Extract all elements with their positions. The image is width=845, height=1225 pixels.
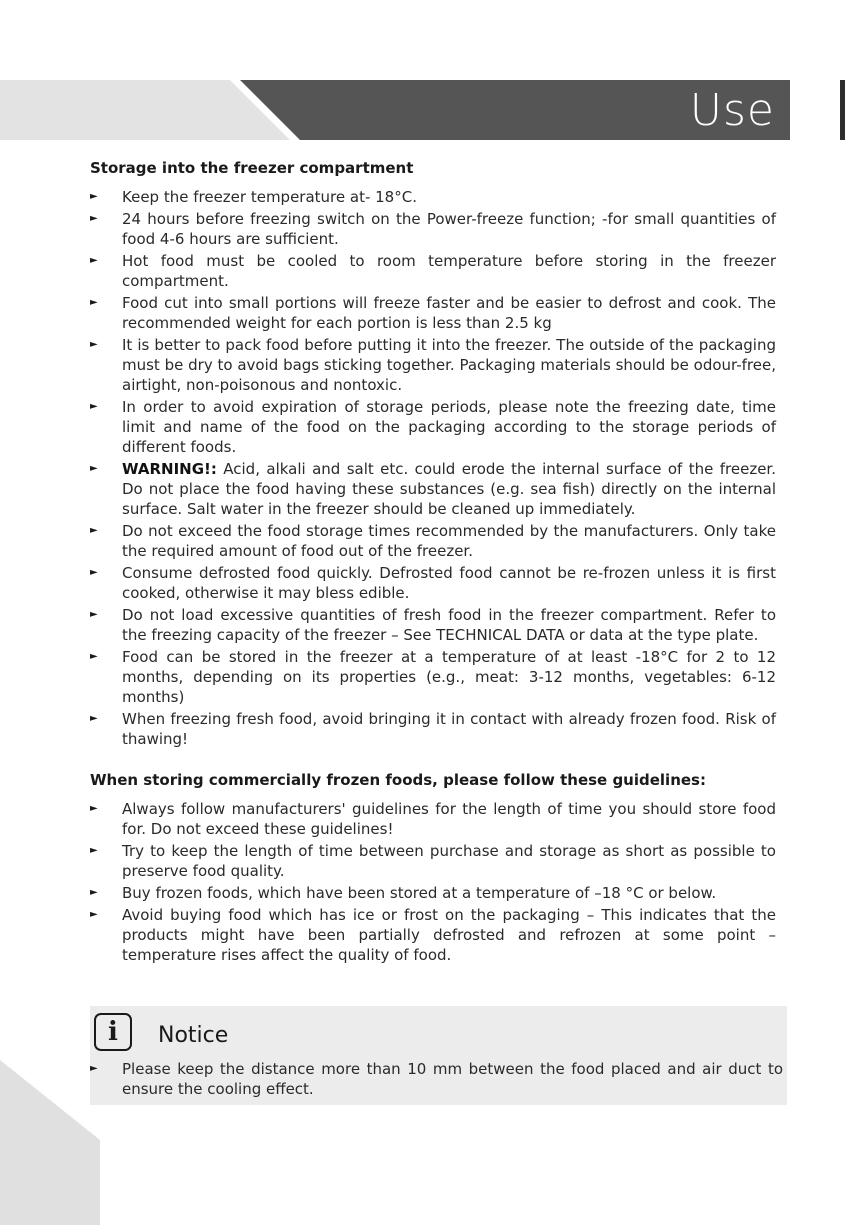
list-item-text: 24 hours before freezing switch on the Power-freeze function; -for small quantities of food 4-6 hours are sufficient. — [122, 210, 776, 248]
list-item-text: Keep the freezer temperature at- 18°C. — [122, 188, 417, 206]
list-item-text: Food cut into small portions will freeze faster and be easier to defrost and cook. The recommended weight for each portion is less than 2.5 kg — [122, 294, 776, 332]
commercial-frozen-list — [90, 799, 776, 965]
list-item-text: Buy frozen foods, which have been stored at a temperature of –18 °C or below. — [122, 884, 717, 902]
list-item — [90, 841, 776, 881]
list-item — [90, 209, 776, 249]
page-title: Use — [689, 85, 775, 136]
bullet-arrow-icon: ► — [90, 609, 98, 620]
bullet-arrow-icon: ► — [90, 887, 98, 898]
bullet-arrow-icon: ► — [90, 191, 98, 202]
list-item-text: Try to keep the length of time between purchase and storage as short as possible to preserve food quality. — [122, 842, 776, 880]
section-title-freezer-storage: Storage into the freezer compartment — [90, 159, 414, 177]
list-item — [90, 709, 776, 749]
list-item — [90, 187, 776, 207]
bullet-arrow-icon: ► — [90, 909, 98, 920]
list-item-text: In order to avoid expiration of storage periods, please note the freezing date, time limit and name of the food on the packaging according to the storage periods of different foods. — [122, 398, 776, 456]
list-item-text: Acid, alkali and salt etc. could erode the internal surface of the freezer. Do not place the food having these substances (e.g. sea fish) directly on the internal surface. Salt water in the freezer should be cleaned up immediately. — [122, 460, 776, 518]
list-item — [90, 335, 776, 395]
list-item-text: Do not load excessive quantities of fresh food in the freezer compartment. Refer to the freezing capacity of the freezer – See TECHNICAL DATA or data at the type plate. — [122, 606, 776, 644]
list-item — [90, 647, 776, 707]
bullet-arrow-icon: ► — [90, 713, 98, 724]
notice-box — [90, 1006, 787, 1105]
list-item-text: Always follow manufacturers' guidelines for the length of time you should store food for. Do not exceed these guidelines! — [122, 800, 776, 838]
info-icon: i — [94, 1013, 132, 1051]
list-item-text: It is better to pack food before putting it into the freezer. The outside of the packaging must be dry to avoid bags sticking together. Packaging materials should be odour-free, airtight, non-poisonous and nontoxic. — [122, 336, 776, 394]
list-item — [90, 293, 776, 333]
bullet-arrow-icon: ► — [90, 803, 98, 814]
list-item — [90, 251, 776, 291]
bullet-arrow-icon: ► — [90, 297, 98, 308]
freezer-storage-list — [90, 187, 776, 749]
list-item-text: Avoid buying food which has ice or frost on the packaging – This indicates that the products might have been partially defrosted and refrozen at some point – temperature rises affect the quality of food. — [122, 906, 776, 964]
bullet-arrow-icon: ► — [90, 1063, 98, 1074]
notice-list — [90, 1059, 787, 1101]
list-item-text: Hot food must be cooled to room temperature before storing in the freezer compartment. — [122, 252, 776, 290]
list-item — [90, 883, 776, 903]
list-item-text: Do not exceed the food storage times recommended by the manufacturers. Only take the required amount of food out of the freezer. — [122, 522, 776, 560]
corner-decoration — [0, 1060, 100, 1225]
list-item — [90, 563, 776, 603]
bullet-arrow-icon: ► — [90, 525, 98, 536]
list-item — [90, 521, 776, 561]
list-item-text: Food can be stored in the freezer at a temperature of at least -18°C for 2 to 12 months, depending on its properties (e.g., meat: 3-12 months, vegetables: 6-12 months) — [122, 648, 776, 706]
bullet-arrow-icon: ► — [90, 401, 98, 412]
bullet-arrow-icon: ► — [90, 463, 98, 474]
list-item — [90, 1059, 787, 1099]
notice-title: Notice — [158, 1023, 229, 1048]
list-item-text: When freezing fresh food, avoid bringing it in contact with already frozen food. Risk of thawing! — [122, 710, 776, 748]
warning-label: WARNING!: — [122, 460, 217, 478]
list-item-text: Please keep the distance more than 10 mm between the food placed and air duct to ensure the cooling effect. — [122, 1060, 783, 1098]
bullet-arrow-icon: ► — [90, 651, 98, 662]
main-content — [90, 158, 776, 967]
list-item — [90, 459, 776, 519]
list-item-text: Consume defrosted food quickly. Defrosted food cannot be re-frozen unless it is first cooked, otherwise it may bless edible. — [122, 564, 776, 602]
bullet-arrow-icon: ► — [90, 845, 98, 856]
list-item — [90, 397, 776, 457]
list-item — [90, 799, 776, 839]
list-item — [90, 905, 776, 965]
page-edge-marker — [840, 80, 845, 140]
bullet-arrow-icon: ► — [90, 567, 98, 578]
list-item — [90, 605, 776, 645]
section-title-commercial-frozen: When storing commercially frozen foods, please follow these guidelines: — [90, 771, 706, 789]
bullet-arrow-icon: ► — [90, 213, 98, 224]
bullet-arrow-icon: ► — [90, 339, 98, 350]
bullet-arrow-icon: ► — [90, 255, 98, 266]
